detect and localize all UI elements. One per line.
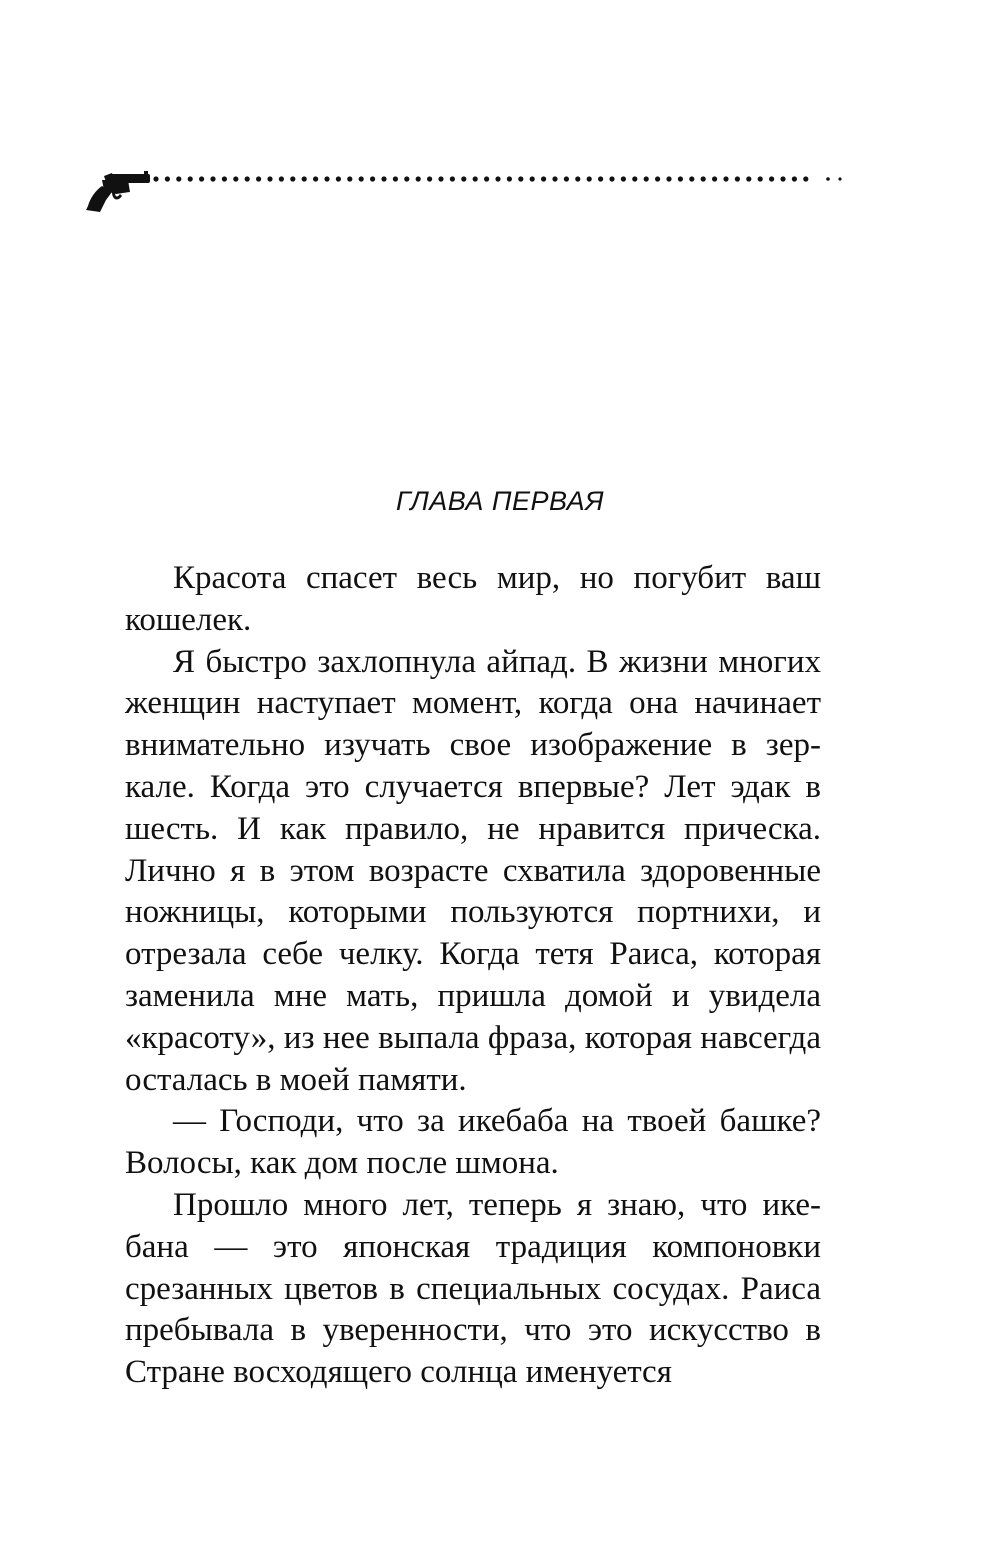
paragraph: Прошло много лет, теперь я знаю, что икебана — это японская традиция компоновки срезанных цветов в специальных сосудах. Раиса пребывала в уверенности, что это искусство в Стране восходящего солнца именуется [125,1186,821,1391]
dotted-rule [153,176,841,181]
paragraph: Я быстро захлопнула айпад. В жизни многих женщин наступает момент, когда она начинает внимательно изучать свое изображение в зеркале. Когда это случается впервые? Лет эдак в шесть. И как правило, не нравится прическа. Лично я в этом возрасте схватила здоровенные ножницы, которыми пользуются портнихи, и отрезала себе челку. Когда тетя Раиса, которая заменила мне мать, пришла домой и увидела «красоту», из нее выпала фраза, которая навсегда осталась в моей памяти. [125,643,821,1098]
paragraph: — Господи, что за икебаба на твоей башке? Волосы, как дом после шмона. [125,1103,821,1182]
paragraph: Красота спасет весь мир, но погубит ваш кошелек. [125,560,821,638]
chapter-body [125,558,821,1394]
revolver-ornament [86,170,846,218]
revolver-icon [86,171,150,212]
chapter-title: ГЛАВА ПЕРВАЯ [395,486,605,516]
